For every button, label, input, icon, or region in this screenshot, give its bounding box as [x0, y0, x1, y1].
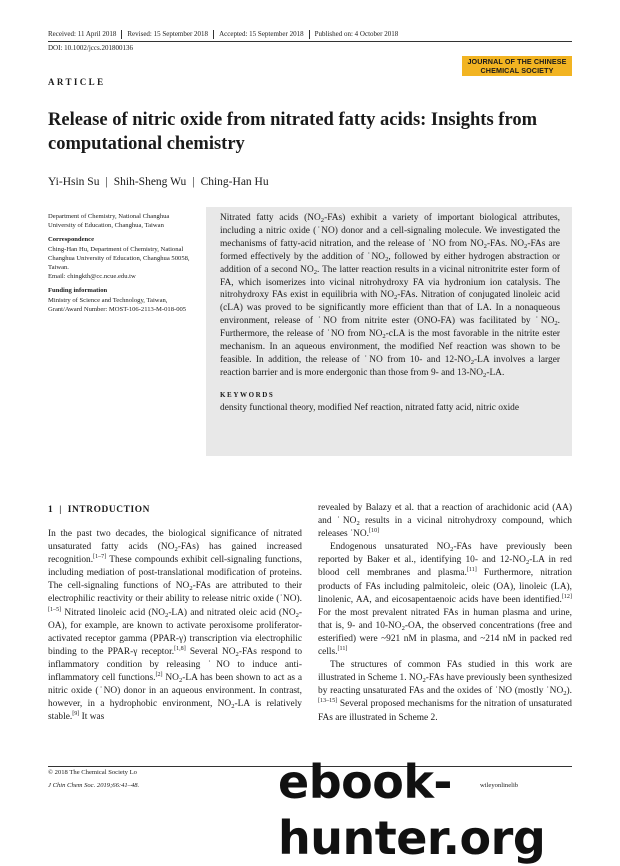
funding-text: Ministry of Science and Technology, Taiwan, Grant/Award Number: MOST-106-2113-M-018-005	[48, 296, 187, 313]
journal-logo-line2: CHEMICAL SOCIETY	[480, 66, 554, 75]
author-name[interactable]: Yi-Hsin Su	[48, 176, 100, 188]
section-heading-introduction: 1 | INTRODUCTION	[48, 505, 150, 515]
journal-logo-line1: JOURNAL OF THE CHINESE	[467, 57, 567, 66]
keywords-heading: KEYWORDS	[220, 390, 275, 399]
author-list	[48, 176, 275, 188]
citation-ref[interactable]: [1–5]	[48, 606, 62, 613]
header-divider	[48, 41, 572, 42]
email[interactable]: Email: chingkth@cc.ncue.edu.tw	[48, 273, 136, 281]
received-date: Received: 11 April 2018	[48, 30, 122, 39]
citation-ref[interactable]: [1,8]	[174, 645, 186, 652]
paragraph: Endogenous unsaturated $NO_2$-FAs have previously been reported by Baker et al., identifying 10- and $12-NO_2-LA$ in red blood cell membranes and plasma.[11] Furthermore, nitration products of FAs including palmitoleic, oleic (OA), linoleic (LA), linolenic, AA, and eicosapentaenoic acids have been identified.[12] For the most prevalent nitrated FAs in human plasma and urine, that is, 9- and $10-NO_2-OA$, the observed concentrations (free and esterified) were ~921 nM in plasma, and ~214 nM in packed red cells.[11]	[318, 542, 573, 658]
citation-ref[interactable]: [12]	[561, 593, 572, 600]
citation-ref[interactable]: [11]	[337, 646, 348, 653]
affiliation-block	[48, 212, 198, 314]
footer-citation: J Chin Chem Soc. 2019;66:41–48.	[48, 782, 140, 789]
correspondence-heading: Correspondence	[48, 236, 95, 244]
citation-ref[interactable]: [1–7]	[93, 554, 107, 561]
citation-ref[interactable]: [10]	[369, 528, 380, 535]
revised-date: Revised: 15 September 2018	[122, 30, 214, 39]
citation-ref[interactable]: [9]	[72, 711, 80, 718]
abstract-box	[206, 207, 572, 456]
paragraph: The structures of common FAs studied in this work are illustrated in Scheme 1. $NO_2$-FAs have previously been synthesized by reacting unsaturated FAs and the oxides of ˙NO (mostly $˙NO_2).[13-15]$ Several proposed mechanisms for the nitration of unsaturated FAs are illustrated in Scheme 2.	[318, 660, 572, 723]
citation-ref[interactable]: [11]	[466, 567, 477, 574]
author-name[interactable]: Ching-Han Hu	[200, 176, 269, 188]
watermark-text: ebook-hunter.org	[278, 755, 546, 865]
citation-ref[interactable]: [2]	[155, 672, 163, 679]
paragraph: revealed by Balazy et al. that a reaction of arachidonic acid (AA) and $˙NO_2$ results in a vicinal nitrohydroxy compound, which releases ˙NO.[10]	[318, 503, 572, 540]
abstract-text: Nitrated fatty acids $(NO_2-FAs)$ exhibit a variety of important biological attributes, including a nitric oxide (˙NO) donor and a cell-signaling molecule. We investigated the mechanisms of fatty-acid nitration, and the release of ˙NO from $NO_2$-FAs. $NO_2$-FAs are formed effectively by the addition of $˙NO_2$, followed by either hydrogen abstraction or addition of a second $NO_2$. The latter reaction results in a vicinal nitronitrite ester form of FA, which isomerizes into vicinal nitrohydroxy FA via hydronium ion catalysis. The nitrohydroxy FAs exist in equilibria with $NO_2$-FAs. Nitration of conjugated linoleic acid (cLA) was proved to be significantly more efficient than that of LA. In a nonaqueous environment, release of ˙NO from nitrite ester (ONO-FA) was facilitated by $˙NO_2$. Furthermore, the release of ˙NO from $NO_2$-cLA is the most favorable in the nitrite ester mechanism. In an aqueous environment, the modified Nef reaction was shown to be feasible. In addition, the release of ˙NO from 10- and $12-NO_2-LA$ involves a larger reaction barrier and is more endergonic than those from 9- and $13-NO_2-LA$.	[220, 213, 561, 379]
author-separator: |	[192, 176, 195, 188]
footer-url[interactable]: wileyonlinelib	[480, 782, 519, 789]
doi[interactable]: DOI: 10.1002/jccs.201800136	[48, 44, 133, 52]
author-separator: |	[105, 176, 108, 188]
article-type-label: ARTICLE	[48, 77, 106, 87]
published-date: Published on: 4 October 2018	[314, 30, 399, 38]
keywords-list: density functional theory, modified Nef reaction, nitrated fatty acid, nitric oxide	[220, 402, 520, 413]
body-column-left	[48, 528, 302, 724]
footer-copyright: © 2018 The Chemical Society Lo	[48, 769, 137, 776]
author-name[interactable]: Shih-Sheng Wu	[113, 176, 187, 188]
accepted-date: Accepted: 15 September 2018	[214, 30, 310, 39]
correspondence-text: Ching-Han Hu, Department of Chemistry, National Changhua University of Education, Changhua 50058, Taiwan.	[48, 245, 190, 272]
body-column-right	[318, 502, 572, 725]
paragraph: In the past two decades, the biological significance of nitrated unsaturated fatty acids $(NO_2-FAs)$ has gained increased recognition.[1–7] These compounds exhibit cell-signaling functions, including mediation of post-translational modification of proteins. The cell-signaling functions of $NO_2$-FAs are attributed to their electrophilic reactivity or their ability to release nitric oxide (˙NO).[1–5] Nitrated linoleic acid $(NO_2-LA)$ and nitrated oleic acid $(NO_2-OA)$, for example, are known to activate peroxisome proliferator-activated receptor gamma (PPAR-γ) transcription via electrophilic binding to the PPAR-γ receptor.[1,8] Several $NO_2$-FAs respond to inflammatory condition by releasing ˙NO to induce anti-inflammatory cell functions.[2] $NO_2-LA$ has been shown to act as a nitric oxide (˙NO) donor in an aqueous environment. In contrast, however, in a hydrophobic environment, $NO_2-LA$ is relatively stable.[9] It was	[48, 529, 303, 723]
article-title: Release of nitric oxide from nitrated fatty acids: Insights from computational chemistry	[48, 110, 537, 154]
journal-logo	[462, 56, 572, 76]
department: Department of Chemistry, National Changhua University of Education, Changhua, Taiwan	[48, 213, 170, 230]
funding-heading: Funding information	[48, 287, 108, 295]
citation-ref[interactable]: [13–15]	[318, 698, 338, 705]
article-dates	[48, 30, 572, 39]
